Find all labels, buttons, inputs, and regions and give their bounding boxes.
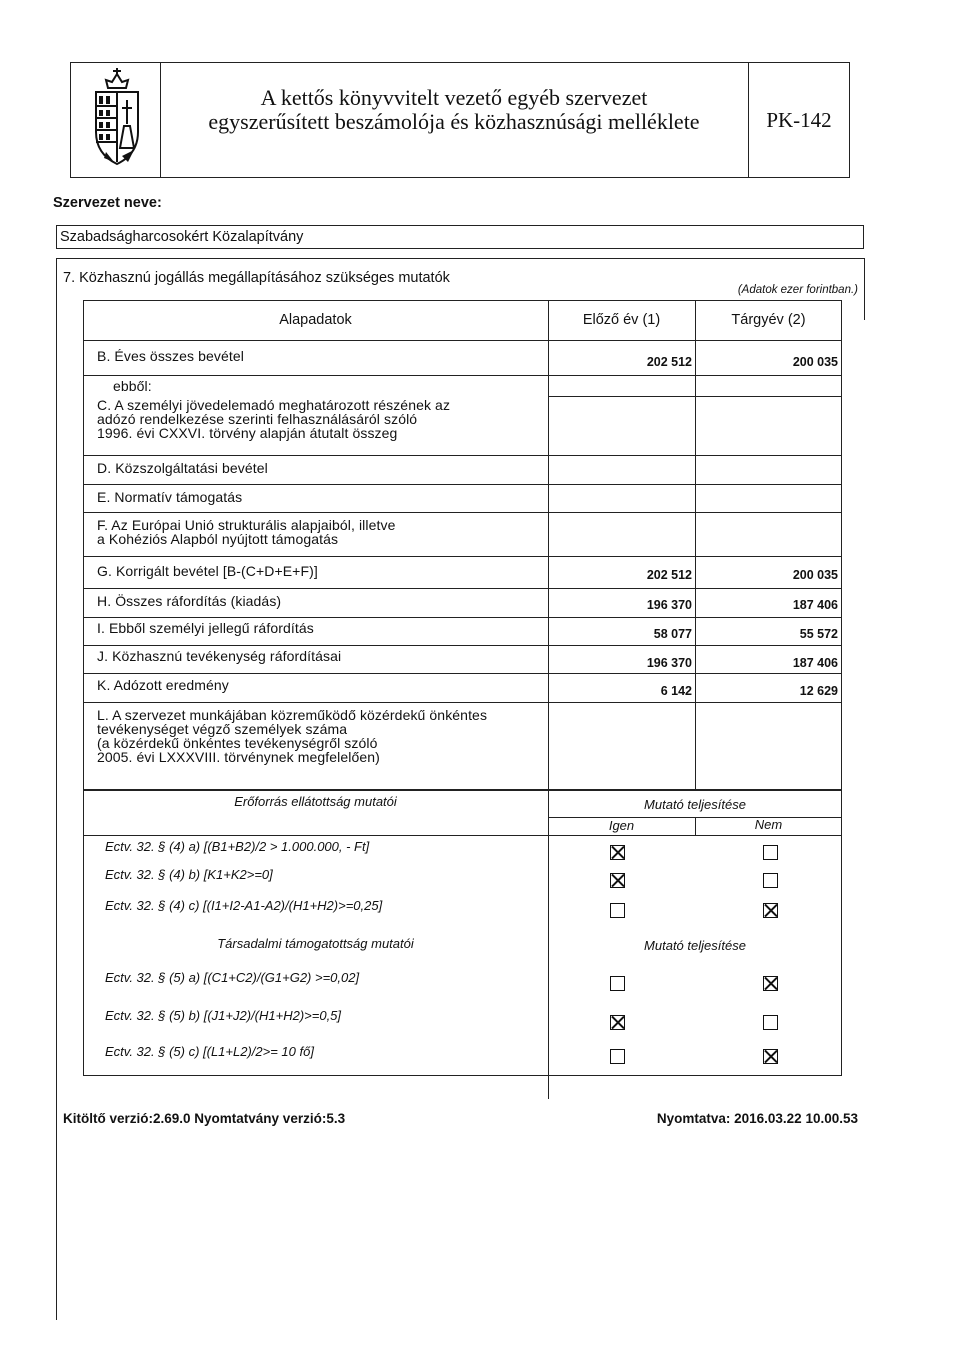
row-h-prev: 196 370 xyxy=(646,598,692,612)
form-title xyxy=(160,86,748,134)
row-l-label: L. A szervezet munkájában közreműködő közérdekű önkéntes tevékenységet végző személyek száma (a közérdekű önkéntes tevékenységről szóló 2005. évi LXXXVIII. törvénynek megfelelően) xyxy=(97,707,488,765)
resource-3-no-checkbox[interactable] xyxy=(763,903,778,918)
resource-item-3: Ectv. 32. § (4) c) [(I1+I2-A1-A2)/(H1+H2)>=0,25] xyxy=(105,898,383,913)
row-h-curr: 187 406 xyxy=(792,598,838,612)
row-b-curr: 200 035 xyxy=(792,355,838,369)
footer-printed: Nyomtatva: 2016.03.22 10.00.53 xyxy=(656,1111,858,1126)
row-g-curr: 200 035 xyxy=(792,568,838,582)
social-item-2: Ectv. 32. § (5) b) [(J1+J2)/(H1+H2)>=0,5] xyxy=(105,1008,342,1023)
row-i-prev: 58 077 xyxy=(653,627,692,641)
row-f-label: F. Az Európai Unió strukturális alapjaiból, illetve a Kohéziós Alapból nyújtott támogatás xyxy=(97,517,396,547)
resource-item-1: Ectv. 32. § (4) a) [(B1+B2)/2 > 1.000.000, - Ft] xyxy=(105,839,370,854)
col-header-prev: Előző év (1) xyxy=(582,312,661,328)
row-c-label: C. A személyi jövedelemadó meghatározott részének az adózó rendelkezése szerinti felhasználásáról szóló 1996. évi CXXVI. törvény alapján átutalt összeg xyxy=(97,397,451,441)
social-item-3: Ectv. 32. § (5) c) [(L1+L2)/2>= 10 fő] xyxy=(105,1044,314,1059)
row-d-label: D. Közszolgáltatási bevétel xyxy=(97,460,268,476)
resource-item-2: Ectv. 32. § (4) b) [K1+K2>=0] xyxy=(105,867,273,882)
unit-note: (Adatok ezer forintban.) xyxy=(737,284,858,296)
resource-2-yes-checkbox[interactable] xyxy=(610,873,625,888)
org-name-label: Szervezet neve: xyxy=(53,195,162,211)
social-2-yes-checkbox[interactable] xyxy=(610,1015,625,1030)
social-1-yes-checkbox[interactable] xyxy=(610,976,625,991)
row-k-prev: 6 142 xyxy=(660,684,692,698)
resource-title: Erőforrás ellátottság mutatói xyxy=(234,794,397,809)
section-title: 7. Közhasznú jogállás megállapításához szükséges mutatók xyxy=(63,270,450,286)
social-fulfil-header: Mutató teljesítése xyxy=(644,938,746,953)
row-j-label: J. Közhasznú tevékenység ráfordításai xyxy=(97,648,342,664)
row-g-label: G. Korrigált bevétel [B-(C+D+E+F)] xyxy=(97,563,318,579)
row-e-label: E. Normatív támogatás xyxy=(97,489,243,505)
hungarian-coat-of-arms-icon xyxy=(86,66,148,176)
resource-2-no-checkbox[interactable] xyxy=(763,873,778,888)
row-k-label: K. Adózott eredmény xyxy=(97,677,229,693)
row-j-prev: 196 370 xyxy=(646,656,692,670)
row-j-curr: 187 406 xyxy=(792,656,838,670)
no-header: Nem xyxy=(754,817,783,832)
resource-1-no-checkbox[interactable] xyxy=(763,845,778,860)
org-name-value: Szabadságharcosokért Közalapítvány xyxy=(60,229,304,245)
row-i-label: I. Ebből személyi jellegű ráfordítás xyxy=(97,620,314,636)
yes-header: Igen xyxy=(608,818,635,833)
social-item-1: Ectv. 32. § (5) a) [(C1+C2)/(G1+G2) >=0,02] xyxy=(105,970,360,985)
form-title-line2: egyszerűsített beszámolója és közhasznúsági melléklete xyxy=(208,109,700,134)
social-title: Társadalmi támogatottság mutatói xyxy=(217,936,414,951)
resource-fulfil-header: Mutató teljesítése xyxy=(644,797,746,812)
form-code: PK-142 xyxy=(766,108,832,132)
social-3-no-checkbox[interactable] xyxy=(763,1049,778,1064)
footer-version: Kitöltő verzió:2.69.0 Nyomtatvány verzió:5.3 xyxy=(63,1111,346,1126)
row-h-label: H. Összes ráfordítás (kiadás) xyxy=(97,593,282,609)
row-b-label: B. Éves összes bevétel xyxy=(97,348,244,364)
row-i-curr: 55 572 xyxy=(799,627,838,641)
col-header-curr: Tárgyév (2) xyxy=(731,312,806,328)
resource-1-yes-checkbox[interactable] xyxy=(610,845,625,860)
indicators-table xyxy=(83,789,842,1076)
form-title-line1: A kettős könyvvitelt vezető egyéb szervezet xyxy=(260,85,648,110)
resource-3-yes-checkbox[interactable] xyxy=(610,903,625,918)
social-2-no-checkbox[interactable] xyxy=(763,1015,778,1030)
row-b-prev: 202 512 xyxy=(646,355,692,369)
row-ebbol-label: ebből: xyxy=(113,378,152,394)
row-g-prev: 202 512 xyxy=(646,568,692,582)
col-header-base: Alapadatok xyxy=(279,312,352,328)
social-1-no-checkbox[interactable] xyxy=(763,976,778,991)
row-k-curr: 12 629 xyxy=(799,684,838,698)
social-3-yes-checkbox[interactable] xyxy=(610,1049,625,1064)
